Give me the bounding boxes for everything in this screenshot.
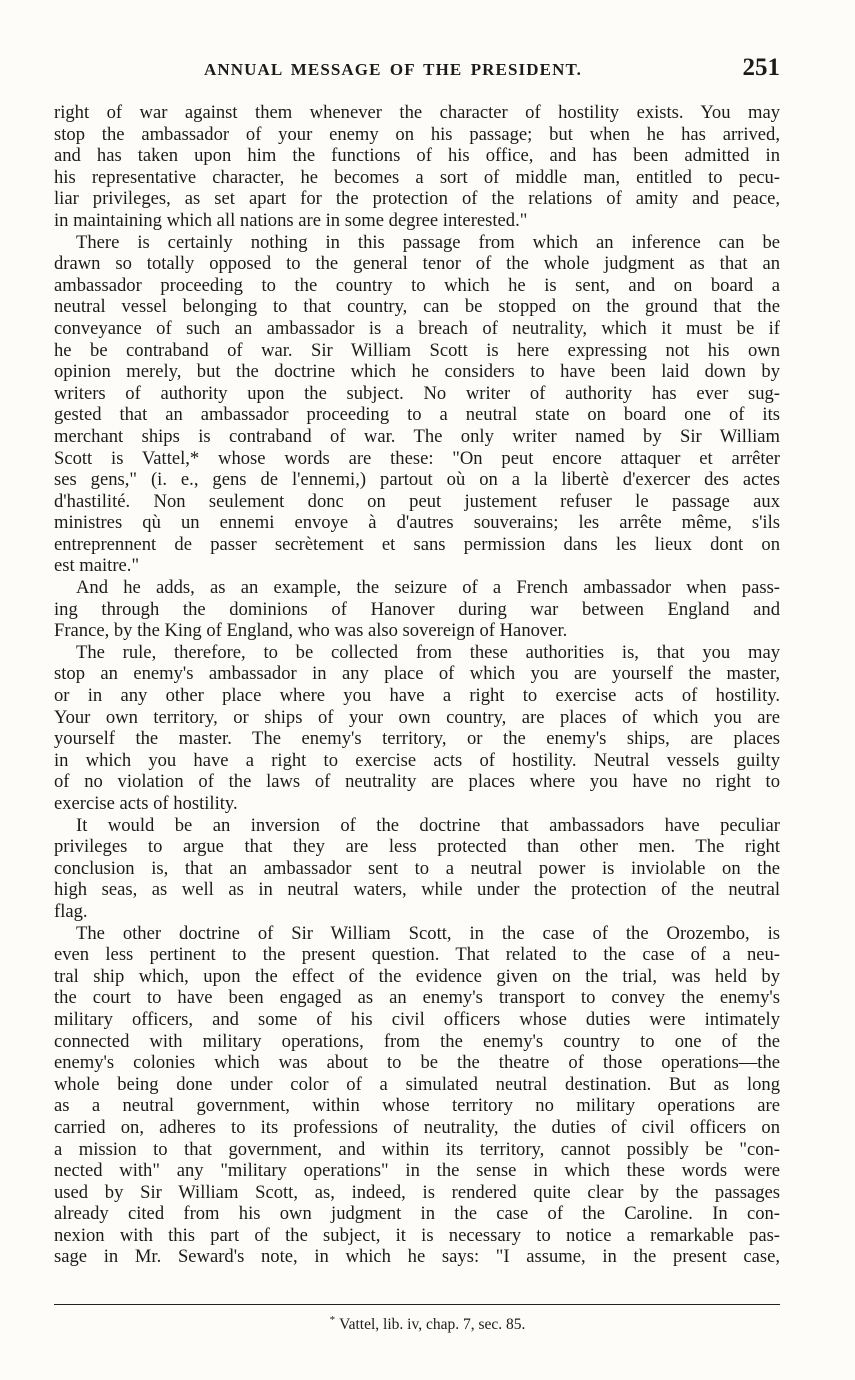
text-line: yourself the master. The enemy's territory, or the enemy's ships, are places [54,728,780,750]
text-line: enemy's colonies which was about to be the theatre of those operations—the [54,1052,780,1074]
footnote [0,1314,855,1334]
paragraph [54,232,780,578]
page-number: 251 [742,54,780,81]
text-line: flag. [54,900,88,922]
text-line: The other doctrine of Sir William Scott, in the case of the Orozembo, is [76,922,780,944]
text-line: conclusion is, that an ambassador sent to a neutral power is inviolable on the [54,857,780,879]
text-line: est maitre." [54,555,140,577]
paragraph [54,815,780,923]
text-line: d'hastilité. Non seulement donc on peut justement refuser le passage aux [54,490,780,512]
text-line: military officers, and some of his civil officers whose duties were intimately [54,1008,780,1030]
page-header [54,56,780,86]
text-line: liar privileges, as set apart for the protection of the relations of amity and peace, [54,188,780,210]
text-line: ministres qù un ennemi envoye à d'autres souverains; les arrête même, s'ils [54,512,780,534]
text-line: The rule, therefore, to be collected from these authorities is, that you may [76,641,780,663]
footnote-text: Vattel, lib. iv, chap. 7, sec. 85. [339,1316,526,1334]
text-line: even less pertinent to the present question. That related to the case of a neu- [54,944,780,966]
paragraph [54,923,780,1269]
text-line: right of war against them whenever the character of hostility exists. You may [54,102,780,123]
text-line: gested that an ambassador proceeding to a neutral state on board one of its [54,404,780,426]
paragraph [54,102,780,232]
text-line: Scott is Vattel,* whose words are these: "On peut encore attaquer et arrêter [54,447,780,469]
footnote-marker: * [329,1314,336,1326]
text-line: he be contraband of war. Sir William Scott is here expressing not his own [54,339,780,361]
text-line: whole being done under color of a simulated neutral destination. But as long [54,1073,780,1095]
text-line: drawn so totally opposed to the general tenor of the whole judgment as that an [54,253,780,275]
paragraph [54,577,780,642]
footnote-rule [54,1304,780,1305]
paragraph [54,642,780,815]
text-line: privileges to argue that they are less protected than other men. The right [54,836,780,858]
text-line: in which you have a right to exercise acts of hostility. Neutral vessels guilty [54,749,780,771]
text-line: writers of authority upon the subject. No writer of authority has ever sug- [54,382,780,404]
text-line: ing through the dominions of Hanover during war between England and [54,598,780,620]
body-text [54,102,780,1268]
text-line: in maintaining which all nations are in some degree interested." [54,209,528,231]
text-line: connected with military operations, from the enemy's country to one of the [54,1030,780,1052]
text-line: used by Sir William Scott, as, indeed, is rendered quite clear by the passages [54,1181,780,1203]
text-line: conveyance of such an ambassador is a breach of neutrality, which it must be if [54,317,780,339]
text-line: sage in Mr. Seward's note, in which he says: "I assume, in the present case, [54,1246,780,1268]
text-line: France, by the King of England, who was also sovereign of Hanover. [54,620,568,642]
text-line: exercise acts of hostility. [54,793,238,814]
text-line: neutral vessel belonging to that country, can be stopped on the ground that the [54,296,780,318]
text-line: Your own territory, or ships of your own country, are places of which you are [54,706,780,728]
running-head: ANNUAL MESSAGE OF THE PRESIDENT. [204,60,582,79]
text-line: the court to have been engaged as an enemy's transport to convey the enemy's [54,987,780,1009]
text-line: a mission to that government, and within its territory, cannot possibly be "con- [54,1138,780,1160]
text-line: already cited from his own judgment in the case of the Caroline. In con- [54,1203,780,1225]
text-line: nexion with this part of the subject, it is necessary to notice a remarkable pas- [54,1224,780,1246]
text-line: It would be an inversion of the doctrine that ambassadors have peculiar [76,814,780,836]
text-line: high seas, as well as in neutral waters, while under the protection of the neutral [54,879,780,901]
text-line: tral ship which, upon the effect of the evidence given on the trial, was held by [54,965,780,987]
text-line: as a neutral government, within whose territory no military operations are [54,1095,780,1117]
text-line: of no violation of the laws of neutrality are places where you have no right to [54,771,780,793]
text-line: And he adds, as an example, the seizure of a French ambassador when pass- [76,577,780,599]
text-line: opinion merely, but the doctrine which he considers to have been laid down by [54,361,780,383]
text-line: entreprennent de passer secrètement et sans permission dans les lieux dont on [54,533,780,555]
text-line: ambassador proceeding to the country to which he is sent, and on board a [54,274,780,296]
text-line: stop the ambassador of your enemy on his passage; but when he has arrived, [54,123,780,145]
text-line: ses gens," (i. e., gens de l'ennemi,) partout où on a la libertè d'exercer des actes [54,469,780,491]
text-line: nected with" any "military operations" in the sense in which these words were [54,1160,780,1182]
text-line: carried on, adheres to its professions of neutrality, the duties of civil officers on [54,1116,780,1138]
text-line: merchant ships is contraband of war. The only writer named by Sir William [54,425,780,447]
text-line: or in any other place where you have a right to exercise acts of hostility. [54,685,780,707]
text-line: There is certainly nothing in this passage from which an inference can be [76,231,780,253]
text-line: stop an enemy's ambassador in any place of which you are yourself the master, [54,663,780,685]
text-line: his representative character, he becomes a sort of middle man, entitled to pecu- [54,166,780,188]
text-line: and has taken upon him the functions of his office, and has been admitted in [54,145,780,167]
